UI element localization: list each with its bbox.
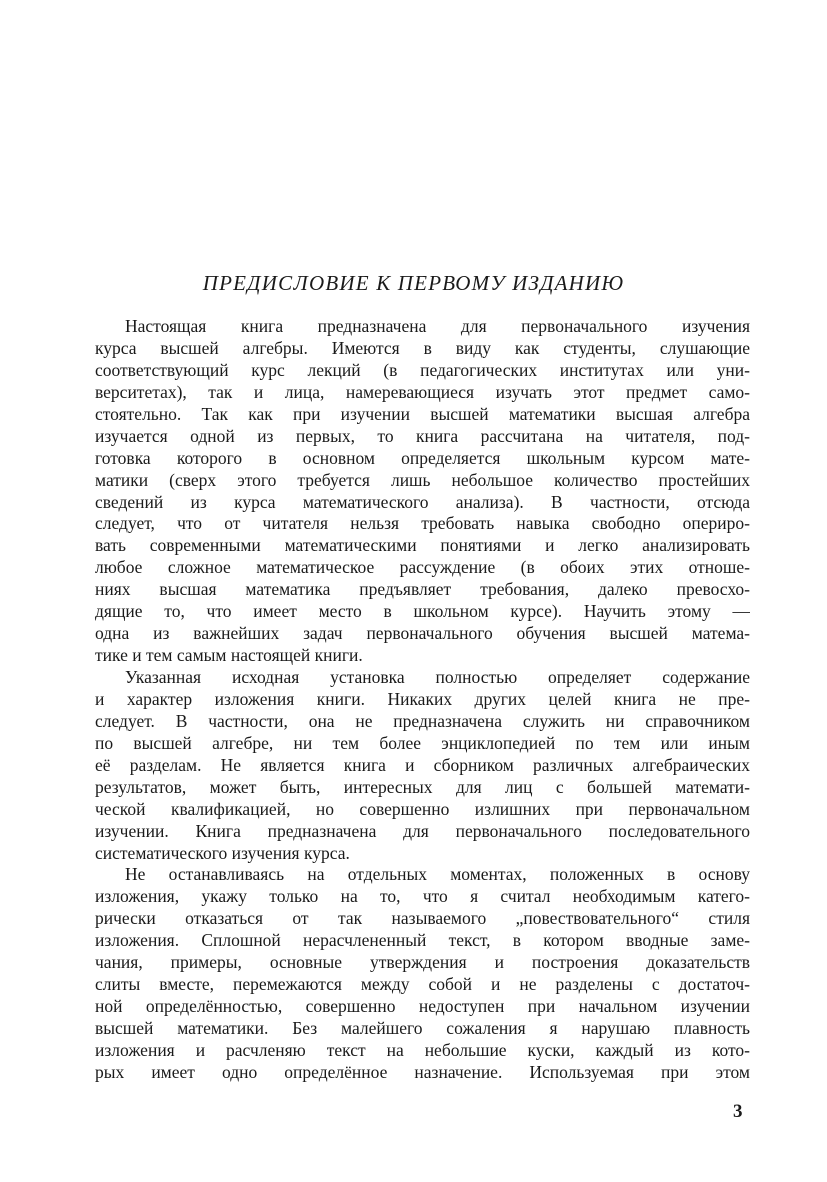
text-line: изложения. Сплошной нерасчлененный текст, в котором вводные заме-	[95, 930, 750, 951]
text-line: ниях высшая математика предъявляет требования, далеко превосхо-	[95, 579, 750, 600]
text-line: ной определённостью, совершенно недоступен при начальном изучении	[95, 996, 750, 1017]
page-number: 3	[733, 1101, 743, 1122]
text-line: рически отказаться от так называемого „повествовательного“ стиля	[95, 908, 750, 929]
text-line: следует. В частности, она не предназначена служить ни справочником	[95, 710, 750, 731]
text-line: вать современными математическими понятиями и легко анализировать	[95, 535, 750, 556]
paragraph	[95, 864, 750, 1083]
paragraph	[95, 667, 750, 864]
text-line: дящие то, что имеет место в школьном курсе). Научить этому —	[95, 601, 750, 622]
text-line: слиты вместе, перемежаются между собой и не разделены с достаточ-	[95, 974, 750, 995]
text-line: тике и тем самым настоящей книги.	[95, 645, 363, 666]
text-line: Не останавливаясь на отдельных моментах, положенных в основу	[125, 864, 750, 885]
text-line: курса высшей алгебры. Имеются в виду как студенты, слушающие	[95, 337, 750, 358]
text-line: любое сложное математическое рассуждение (в обоих этих отноше-	[95, 557, 750, 578]
text-line: изучении. Книга предназначена для первоначального последовательного	[95, 820, 750, 841]
text-line: матики (сверх этого требуется лишь небольшое количество простейших	[95, 469, 750, 490]
page-title: ПРЕДИСЛОВИЕ К ПЕРВОМУ ИЗДАНИЮ	[202, 271, 625, 295]
text-line: сведений из курса математического анализа). В частности, отсюда	[95, 491, 750, 512]
text-line: готовка которого в основном определяется школьным курсом мате-	[95, 447, 750, 468]
paragraph	[95, 316, 750, 667]
preface-text	[95, 316, 750, 1084]
text-line: Настоящая книга предназначена для первоначального изучения	[125, 316, 750, 336]
text-line: изложения и расчленяю текст на небольшие куски, каждый из кото-	[95, 1039, 750, 1060]
text-line: одна из важнейших задач первоначального обучения высшей матема-	[95, 623, 750, 644]
text-line: систематического изучения курса.	[95, 842, 350, 863]
text-line: результатов, может быть, интересных для лиц с большей математи-	[95, 776, 750, 797]
text-line: изучается одной из первых, то книга рассчитана на читателя, под-	[95, 425, 750, 446]
text-line: стоятельно. Так как при изучении высшей математики высшая алгебра	[95, 403, 750, 424]
text-line: изложения, укажу только на то, что я считал необходимым катего-	[95, 886, 750, 907]
text-line: следует, что от читателя нельзя требовать навыка свободно опериро-	[95, 513, 750, 534]
text-line: Указанная исходная установка полностью определяет содержание	[125, 667, 750, 687]
text-line: верситетах), так и лица, намеревающиеся изучать этот предмет само-	[95, 381, 750, 402]
text-line: её разделам. Не является книга и сборником различных алгебраических	[95, 754, 750, 775]
text-line: по высшей алгебре, ни тем более энциклопедией по тем или иным	[95, 732, 750, 753]
text-line: ческой квалификацией, но совершенно излишних при первоначальном	[95, 798, 750, 819]
text-line: чания, примеры, основные утверждения и построения доказательств	[95, 952, 750, 973]
text-line: и характер изложения книги. Никаких других целей книга не пре-	[95, 688, 750, 709]
text-line: соответствующий курс лекций (в педагогических институтах или уни-	[95, 359, 750, 380]
text-line: высшей математики. Без малейшего сожаления я нарушаю плавность	[95, 1018, 750, 1038]
text-line: рых имеет одно определённое назначение. Используемая при этом	[95, 1061, 750, 1082]
